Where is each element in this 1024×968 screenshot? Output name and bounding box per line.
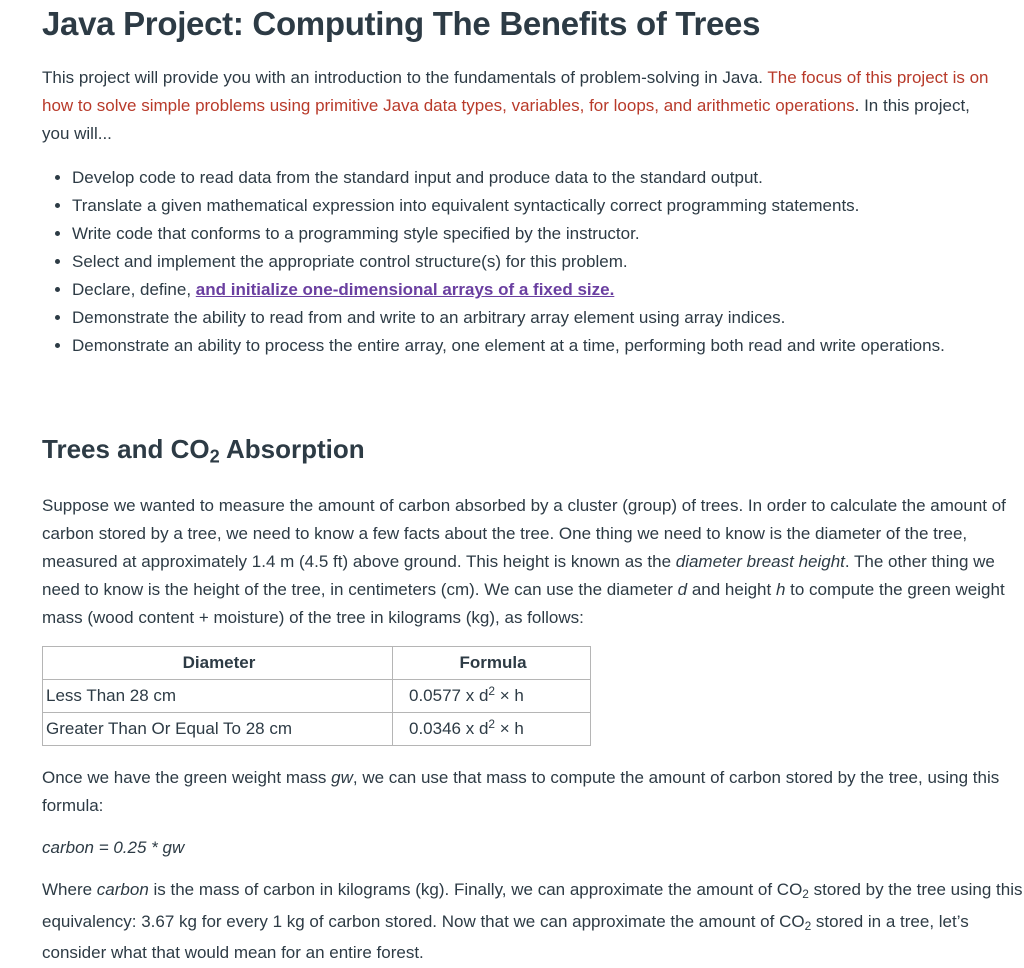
table-header-row <box>43 646 591 679</box>
page-title: Java Project: Computing The Benefits of Trees <box>42 5 761 42</box>
list-item: • Demonstrate an ability to process the entire array, one element at a time, performing both read and write operations. <box>72 332 972 360</box>
green-weight-paragraph: Once we have the green weight mass gw, we can use that mass to compute the amount of carbon stored by the tree, using this formula: <box>42 767 1000 815</box>
table-row <box>43 679 591 712</box>
list-item: • Select and implement the appropriate control structure(s) for this problem. <box>72 248 972 276</box>
column-header-formula: Formula <box>393 646 591 679</box>
intro-text-end: . In this project, you will... <box>42 96 970 143</box>
list-item: • Translate a given mathematical expression into equivalent syntactically correct programming statements. <box>72 192 972 220</box>
column-header-diameter: Diameter <box>43 646 393 679</box>
formula-table <box>42 646 591 746</box>
objectives-list <box>42 164 972 360</box>
list-item <box>72 276 972 304</box>
section-heading: Trees and $CO_2$ Absorption <box>42 434 365 467</box>
table-row <box>43 712 591 745</box>
co2-paragraph: Where carbon is the mass of carbon in kilograms (kg). Finally, we can approximate the amount of $CO_2$ stored by the tree using this equivalency: 3.67 kg for every 1 kg of carbon stored. Now that we can approximate the amount of $CO_2$ stored in a tree, let’s consider what that would mean for an entire forest. <box>42 879 1023 963</box>
diameter-cell: Greater Than Or Equal To 28 cm <box>43 712 393 745</box>
intro-highlight: The focus of this project is on how to solve simple problems using primitive Java data types, variables, for loops, and arithmetic operations <box>42 68 989 115</box>
formula-cell: 0.0346 x $d^2 \times h$ <box>393 712 591 745</box>
arrays-link[interactable]: and initialize one-dimensional arrays of a fixed size. <box>195 280 615 299</box>
intro-text-start: This project will provide you with an introduction to the fundamentals of problem-solving in Java. <box>42 68 768 87</box>
list-item: • Write code that conforms to a programming style specified by the instructor. <box>72 220 972 248</box>
list-item: • Develop code to read data from the standard input and produce data to the standard output. <box>72 164 972 192</box>
section-paragraph: Suppose we wanted to measure the amount of carbon absorbed by a cluster (group) of trees. In order to calculate the amount of carbon stored by a tree, we need to know a few facts about the tree. One thing we need to know is the diameter of the tree, measured at approximately 1.4 m (4.5 ft) above ground. This height is known as the diameter breast height. The other thing we need to know is the height of the tree, in centimeters (cm). We can use the diameter d and height h to compute the green weight mass (wood content + moisture) of the tree in kilograms (kg), as follows: <box>42 495 1006 627</box>
formula-cell: 0.0577 x $d^2 \times h$ <box>393 679 591 712</box>
diameter-cell: Less Than 28 cm <box>43 679 393 712</box>
list-item: • Demonstrate the ability to read from and write to an arbitrary array element using array indices. <box>72 304 972 332</box>
carbon-formula: carbon = 0.25 * gw <box>42 837 185 857</box>
list-item-text: Declare, define, <box>72 280 196 299</box>
intro-paragraph <box>42 64 992 148</box>
